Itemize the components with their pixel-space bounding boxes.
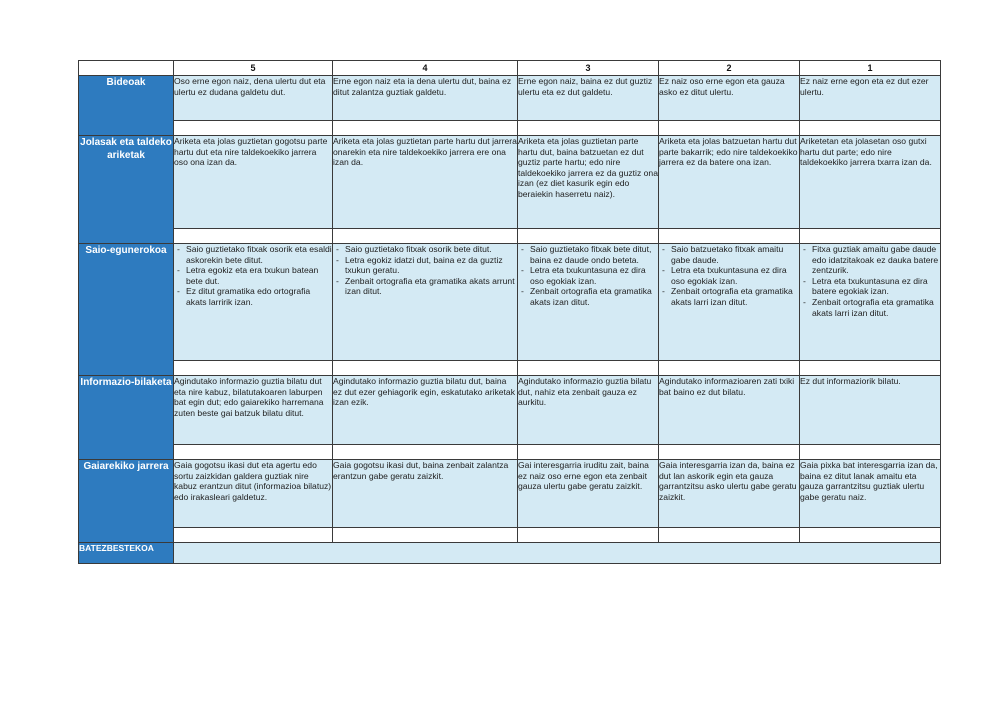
list-item: - Saio guztietako fitxak bete ditut, baina ez daude ondo beteta. [530,244,658,265]
list-item: - Saio guztietako fitxak osorik bete ditut. [345,244,517,255]
rubric-cell: Gaia pixka bat interesgarria izan da, baina ez ditut lanak amaitu eta gauza garrantzitsu guztiak ulertu gabe geratu naiz. [800,460,941,528]
score-entry-cell[interactable] [659,121,800,136]
list-item: - Letra egokiz idatzi dut, baina ez da guztiz txukun geratu. [345,255,517,276]
rubric-cell: Ez dut informaziorik bilatu. [800,376,941,445]
header-score-4: 4 [333,61,518,76]
rubric-cell: Agindutako informazioaren zati txiki bat baino ez dut bilatu. [659,376,800,445]
rubric-cell [518,244,659,361]
score-entry-cell[interactable] [333,229,518,244]
list-item: - Letra eta txukuntasuna ez dira oso egokiak izan. [530,265,658,286]
header-score-2: 2 [659,61,800,76]
score-entry-cell[interactable] [659,445,800,460]
list-item: - Zenbait ortografia eta gramatika akats larri izan ditut. [671,286,799,307]
list-item: - Saio guztietako fitxak osorik eta esaldi askorekin bete ditut. [186,244,332,265]
score-entry-cell[interactable] [800,229,941,244]
category-label: Saio-egunerokoa [79,244,174,376]
score-entry-cell[interactable] [518,361,659,376]
list-item: - Letra eta txukuntasuna ez dira batere egokiak izan. [812,276,940,297]
rubric-cell: Ariketa eta jolas guztietan parte hartu dut jarrera onarekin eta nire taldekoekiko jarrera ere ona izan da. [333,136,518,229]
rubric-cell: Oso erne egon naiz, dena ulertu dut eta ulertu ez dudana galdetu dut. [174,76,333,121]
table-row [79,244,941,361]
score-entry-cell[interactable] [800,121,941,136]
header-row [79,61,941,76]
score-entry-row [79,445,941,460]
score-entry-cell[interactable] [518,229,659,244]
score-entry-cell[interactable] [800,445,941,460]
score-entry-cell[interactable] [518,528,659,543]
score-entry-cell[interactable] [174,229,333,244]
rubric-cell: Gaia interesgarria izan da, baina ez dut lan askorik egin eta gauza garrantzitsu asko ulertu gabe geratu zaizkit. [659,460,800,528]
rubric-table [78,60,941,564]
rubric-cell: Ez naiz oso erne egon eta gauza asko ez ditut ulertu. [659,76,800,121]
rubric-cell: Agindutako informazio guztia bilatu dut eta nire kabuz, bilatutakoaren laburpen bat egin dut; edo gaiarekiko harremana zuten beste gai batzuk bilatu ditut. [174,376,333,445]
score-entry-cell[interactable] [659,528,800,543]
score-entry-cell[interactable] [174,445,333,460]
bullet-list [800,244,940,318]
category-label: Bideoak [79,76,174,136]
rubric-cell: Gaia gogotsu ikasi dut eta agertu edo sortu zaizkidan galdera guztiak nire kabuz erantzun ditut (informazioa bilatuz) edo irakasleari galdetuz. [174,460,333,528]
score-entry-cell[interactable] [333,528,518,543]
rubric-cell [800,244,941,361]
rubric-cell [659,244,800,361]
list-item: - Zenbait ortografia eta gramatika akats arrunt izan ditut. [345,276,517,297]
header-score-5: 5 [174,61,333,76]
table-row [79,376,941,445]
rubric-cell: Ariketa eta jolas guztietan gogotsu parte hartu dut eta nire taldekoekiko jarrera oso ona izan da. [174,136,333,229]
score-entry-cell[interactable] [174,528,333,543]
rubric-cell: Agindutako informazio guztia bilatu dut, baina ez dut ezer gehiagorik egin, eskatutako ariketak izan ezik. [333,376,518,445]
list-item: - Letra eta txukuntasuna ez dira oso egokiak izan. [671,265,799,286]
header-score-1: 1 [800,61,941,76]
header-score-3: 3 [518,61,659,76]
score-entry-cell[interactable] [518,445,659,460]
list-item: - Zenbait ortografia eta gramatika akats izan ditut. [530,286,658,307]
score-entry-row [79,121,941,136]
list-item: - Letra egokiz eta era txukun batean bete dut. [186,265,332,286]
score-entry-cell[interactable] [333,361,518,376]
score-entry-cell[interactable] [800,361,941,376]
score-entry-cell[interactable] [659,361,800,376]
score-entry-cell[interactable] [174,361,333,376]
rubric-cell: Ez naiz erne egon eta ez dut ezer ulertu. [800,76,941,121]
rubric-cell: Erne egon naiz eta ia dena ulertu dut, baina ez ditut zalantza guztiak galdetu. [333,76,518,121]
rubric-cell: Gaia gogotsu ikasi dut, baina zenbait zalantza erantzun gabe geratu zaizkit. [333,460,518,528]
rubric-cell: Ariketa eta jolas guztietan parte hartu dut, baina batzuetan ez dut guztiz parte hartu; edo nire taldekoekiko jarrera ez da guztiz ona izan (ez diet kasurik egin edo beraiekin haserretu naiz). [518,136,659,229]
rubric-cell [174,244,333,361]
category-label: Jolasak eta taldeko ariketak [79,136,174,244]
bullet-list [659,244,799,308]
score-entry-cell[interactable] [518,121,659,136]
table-row [79,460,941,528]
score-entry-cell[interactable] [333,445,518,460]
score-entry-cell[interactable] [659,229,800,244]
bullet-list [174,244,332,308]
rubric-cell [333,244,518,361]
average-row [79,543,941,564]
rubric-cell: Erne egon naiz, baina ez dut guztiz ulertu eta ez dut galdetu. [518,76,659,121]
score-entry-row [79,361,941,376]
category-label: Informazio-bilaketa [79,376,174,460]
rubric-cell: Agindutako informazio guztia bilatu dut, nahiz eta zenbait gauza ez aurkitu. [518,376,659,445]
header-corner-cell [79,61,174,76]
average-label: BATEZBESTEKOA [79,543,174,564]
rubric-cell: Ariketa eta jolas batzuetan hartu dut parte bakarrik; edo nire taldekoekiko jarrera ez da batere ona izan. [659,136,800,229]
score-entry-cell[interactable] [333,121,518,136]
category-label: Gaiarekiko jarrera [79,460,174,543]
table-row [79,76,941,121]
list-item: - Zenbait ortografia eta gramatika akats larri izan ditut. [812,297,940,318]
score-entry-cell[interactable] [174,121,333,136]
list-item: - Ez ditut gramatika edo ortografia akats larririk izan. [186,286,332,307]
bullet-list [333,244,517,297]
list-item: - Saio batzuetako fitxak amaitu gabe daude. [671,244,799,265]
bullet-list [518,244,658,308]
rubric-cell: Ariketetan eta jolasetan oso gutxi hartu dut parte; edo nire taldekoekiko jarrera txarra izan da. [800,136,941,229]
table-row [79,136,941,229]
score-entry-row [79,229,941,244]
score-entry-row [79,528,941,543]
score-entry-cell[interactable] [800,528,941,543]
average-value-cell[interactable] [174,543,941,564]
list-item: - Fitxa guztiak amaitu gabe daude edo idatzitakoak ez dauka batere zentzurik. [812,244,940,276]
rubric-cell: Gai interesgarria iruditu zait, baina ez naiz oso erne egon eta zenbait gauza ulertu gabe geratu zaizkit. [518,460,659,528]
